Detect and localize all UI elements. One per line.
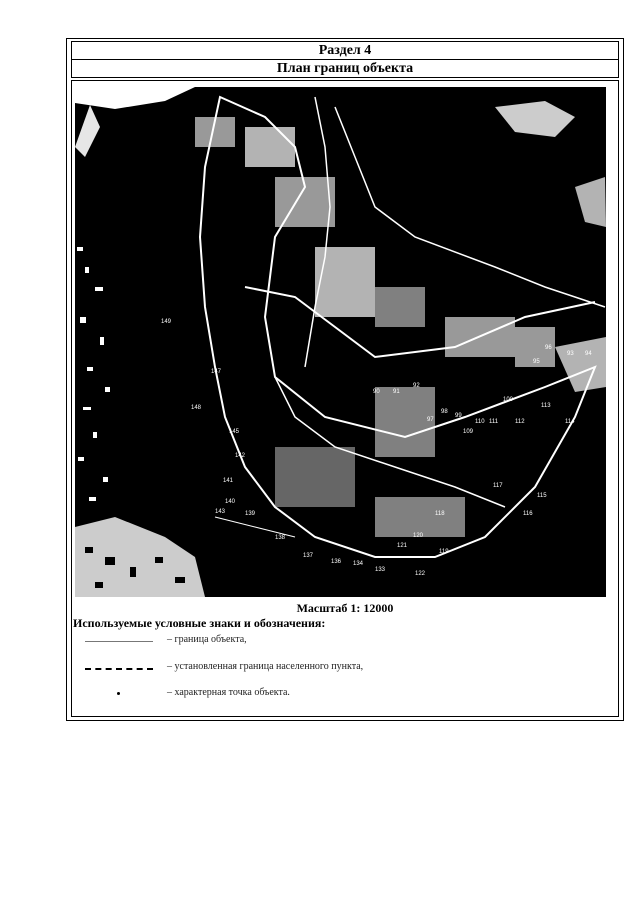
- point-label: 142: [235, 453, 246, 459]
- point-label: 112: [515, 419, 525, 425]
- point-label: 148: [191, 405, 202, 411]
- section-heading: Раздел 4: [71, 41, 619, 60]
- dot-icon: [85, 687, 155, 701]
- legend-item-boundary: [67, 634, 623, 648]
- point-label: 122: [415, 571, 426, 577]
- point-label: 145: [229, 429, 240, 435]
- point-label: 138: [275, 535, 286, 541]
- point-label: 136: [331, 559, 342, 565]
- point-label: 90: [373, 389, 380, 395]
- document-frame: [66, 38, 624, 721]
- point-label: 116: [523, 511, 533, 517]
- point-label: 117: [493, 483, 503, 489]
- point-label: 120: [413, 533, 424, 539]
- point-label: 119: [439, 549, 449, 555]
- point-label: 91: [393, 389, 400, 395]
- point-label: 92: [413, 383, 420, 389]
- point-label: 141: [223, 478, 234, 484]
- point-label: 113: [541, 403, 551, 409]
- legend-text: – граница объекта,: [167, 634, 247, 645]
- point-label: 139: [245, 511, 256, 517]
- legend-item-settlement-boundary: [67, 661, 623, 675]
- point-label: 143: [215, 509, 226, 515]
- boundary-map: [75, 87, 606, 597]
- point-label: 115: [537, 493, 547, 499]
- point-label: 94: [585, 351, 592, 357]
- point-label: 95: [533, 359, 540, 365]
- point-label: 137: [303, 553, 314, 559]
- point-label: 147: [211, 369, 222, 375]
- point-label: 121: [397, 543, 408, 549]
- legend-title: Используемые условные знаки и обозначения:: [73, 616, 326, 630]
- point-label: 98: [441, 409, 448, 415]
- legend-item-point: [67, 687, 623, 701]
- point-label: 111: [489, 419, 499, 425]
- point-label: 134: [353, 561, 364, 567]
- dashed-line-icon: [85, 661, 155, 675]
- legend-text: – установленная граница населенного пункта,: [167, 661, 364, 672]
- point-label: 149: [161, 319, 172, 325]
- point-label: 110: [475, 419, 485, 425]
- plan-title: План границ объекта: [71, 59, 619, 78]
- solid-line-icon: [85, 634, 155, 648]
- point-label: 96: [545, 345, 552, 351]
- map-image: [75, 87, 606, 597]
- point-label: 100: [503, 397, 514, 403]
- legend-text: – характерная точка объекта.: [167, 687, 290, 698]
- point-label: 114: [565, 419, 575, 425]
- point-label: 140: [225, 499, 236, 505]
- point-label: 109: [463, 429, 474, 435]
- scale-label: Масштаб 1: 12000: [296, 601, 394, 615]
- point-label: 99: [455, 413, 462, 419]
- point-label: 118: [435, 511, 445, 517]
- point-label: 97: [427, 417, 434, 423]
- point-label: 93: [567, 351, 574, 357]
- point-label: 133: [375, 567, 386, 573]
